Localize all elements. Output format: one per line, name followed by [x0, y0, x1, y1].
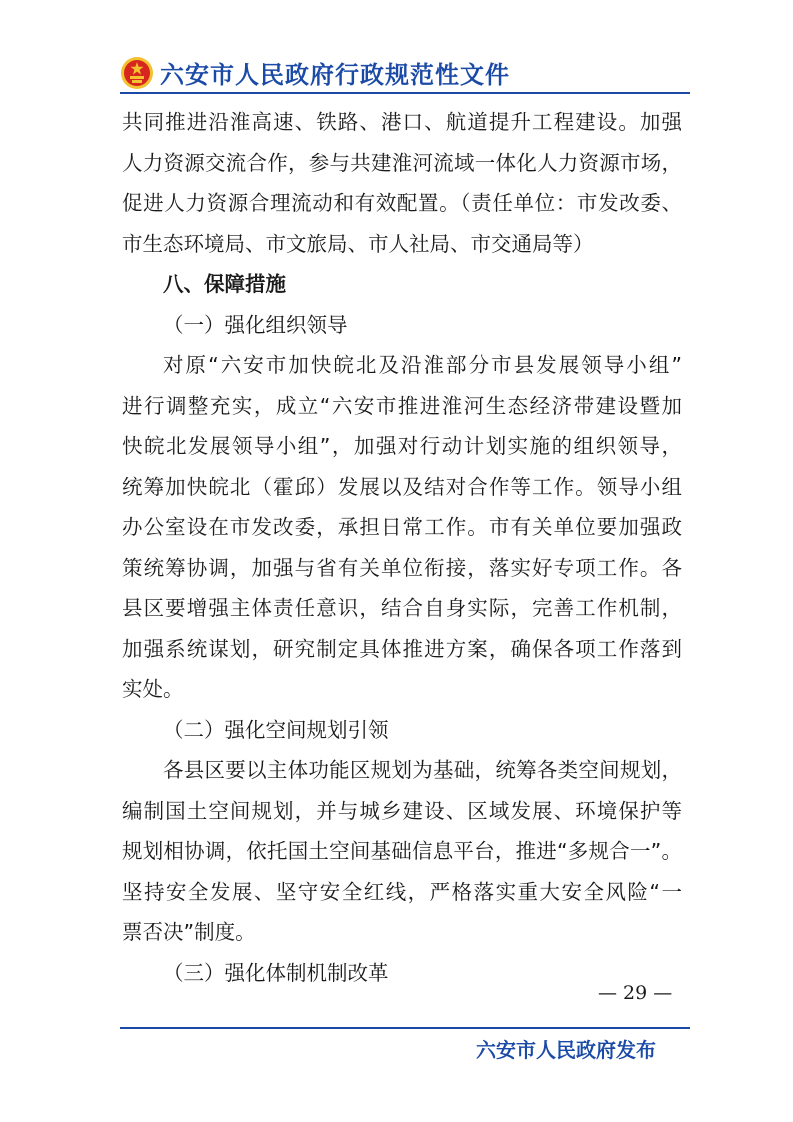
body-line: 编制国土空间规划，并与城乡建设、区域发展、环境保护等 [122, 798, 682, 823]
body-line: 票否决”制度。 [122, 920, 256, 944]
document-body [122, 102, 682, 993]
header-divider [120, 92, 690, 94]
subsection-heading: （三）强化体制机制改革 [163, 960, 389, 985]
body-line: 统筹加快皖北（霍邱）发展以及结对合作等工作。领导小组 [122, 474, 682, 499]
body-line: 县区要增强主体责任意识，结合自身实际，完善工作机制， [122, 596, 682, 620]
body-line: 人力资源交流合作，参与共建淮河流域一体化人力资源市场， [122, 150, 682, 175]
page-header [120, 55, 510, 90]
subsection-heading: （二）强化空间规划引领 [163, 717, 389, 742]
body-line: 办公室设在市发改委，承担日常工作。市有关单位要加强政 [122, 515, 682, 539]
body-line: 加强系统谋划，研究制定具体推进方案，确保各项工作落到 [122, 636, 682, 661]
body-line: 各县区要以主体功能区规划为基础，统筹各类空间规划， [163, 758, 682, 782]
subsection-heading: （一）强化组织领导 [163, 312, 348, 337]
national-emblem-icon [120, 56, 154, 90]
body-line: 快皖北发展领导小组”，加强对行动计划实施的组织领导， [122, 434, 682, 458]
body-line: 共同推进沿淮高速、铁路、港口、航道提升工程建设。加强 [122, 110, 682, 134]
body-line: 坚持安全发展、坚守安全红线，严格落实重大安全风险“一 [122, 879, 682, 904]
body-line: 促进人力资源合理流动和有效配置。（责任单位：市发改委、 [122, 191, 682, 215]
footer-divider [120, 1027, 690, 1029]
page-number: — 29 — [598, 982, 673, 1004]
header-title: 六安市人民政府行政规范性文件 [160, 61, 510, 89]
section-heading: 八、保障措施 [163, 272, 286, 296]
footer-publisher: 六安市人民政府发布 [476, 1038, 656, 1062]
body-line: 市生态环境局、市文旅局、市人社局、市交通局等） [122, 231, 594, 256]
body-line: 实处。 [122, 677, 184, 701]
body-line: 规划相协调，依托国土空间基础信息平台，推进“多规合一”。 [122, 839, 682, 863]
body-line: 进行调整充实，成立“六安市推进淮河生态经济带建设暨加 [122, 393, 682, 418]
body-line: 对原“六安市加快皖北及沿淮部分市县发展领导小组” [163, 353, 682, 377]
body-line: 策统筹协调，加强与省有关单位衔接，落实好专项工作。各 [122, 555, 682, 580]
